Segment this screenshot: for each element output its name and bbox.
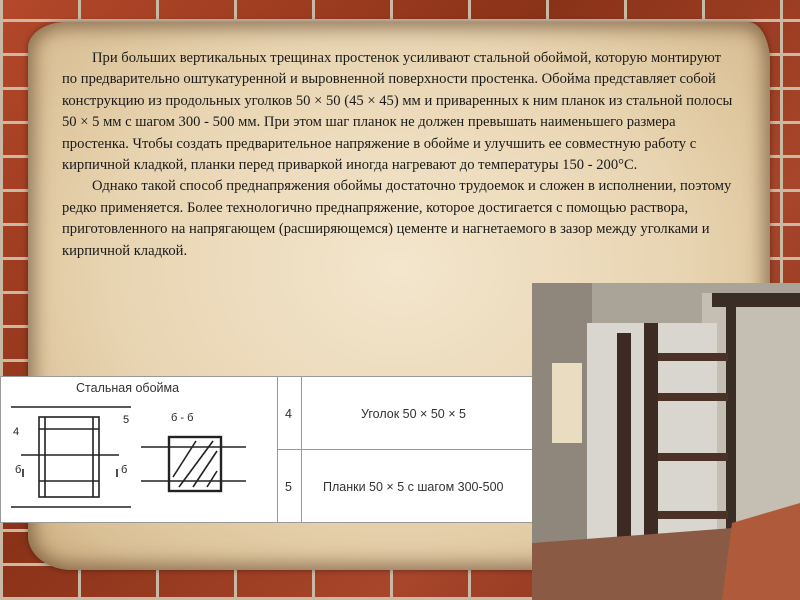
paragraph-2: Однако такой способ преднапряжения обоймы достаточно трудоемок и сложен в исполнении, поэтому редко применяется. Более технологично преднапряжение, которое достигается с помощью раствора, приготовленного на напрягающем (расширяющемся) цементе и нагнетаемого в зазор между уголками и кирпичной кладкой. xyxy=(62,178,732,259)
photo-illustration xyxy=(532,283,800,600)
row-2-spec: Планки 50 × 5 с шагом 300-500 xyxy=(323,480,504,494)
mark-4-label: 4 xyxy=(13,426,20,438)
paragraph-1: При больших вертикальных трещинах простенок усиливают стальной обоймой, которую монтируют по предварительно оштукатуренной и выровненной поверхности простенка. Обойма представляет собой конструкцию из продольных уголков 50 × 50 (45 × 45) мм и приваренных к ним планок из стальной полосы 50 × 5 мм с шагом 300 - 500 мм. При этом шаг планок не должен превышать наименьшего размера простенка. Чтобы создать предварительное напряжение в обойме и улучшить ее совместную работу с кирпичной кладкой, планки перед приваркой иногда нагревают до температуры 150 - 200°С. xyxy=(62,50,733,174)
mark-b-right: б xyxy=(121,464,128,476)
section-view xyxy=(141,437,246,491)
mark-5-label: 5 xyxy=(123,414,130,426)
row-1-number: 4 xyxy=(285,407,292,421)
mark-b-left: б xyxy=(15,464,22,476)
drawing-title: Стальная обойма xyxy=(76,381,180,395)
section-label: б - б xyxy=(171,412,194,424)
table-row-divider xyxy=(277,449,539,450)
body-text xyxy=(62,48,734,262)
row-1-spec: Уголок 50 × 50 × 5 xyxy=(361,407,466,421)
row-2-number: 5 xyxy=(285,480,292,494)
steel-casing-photo xyxy=(532,283,800,600)
steel-casing-drawing xyxy=(0,376,540,523)
plan-view xyxy=(11,407,131,507)
casing-plan-sketch xyxy=(1,377,271,522)
